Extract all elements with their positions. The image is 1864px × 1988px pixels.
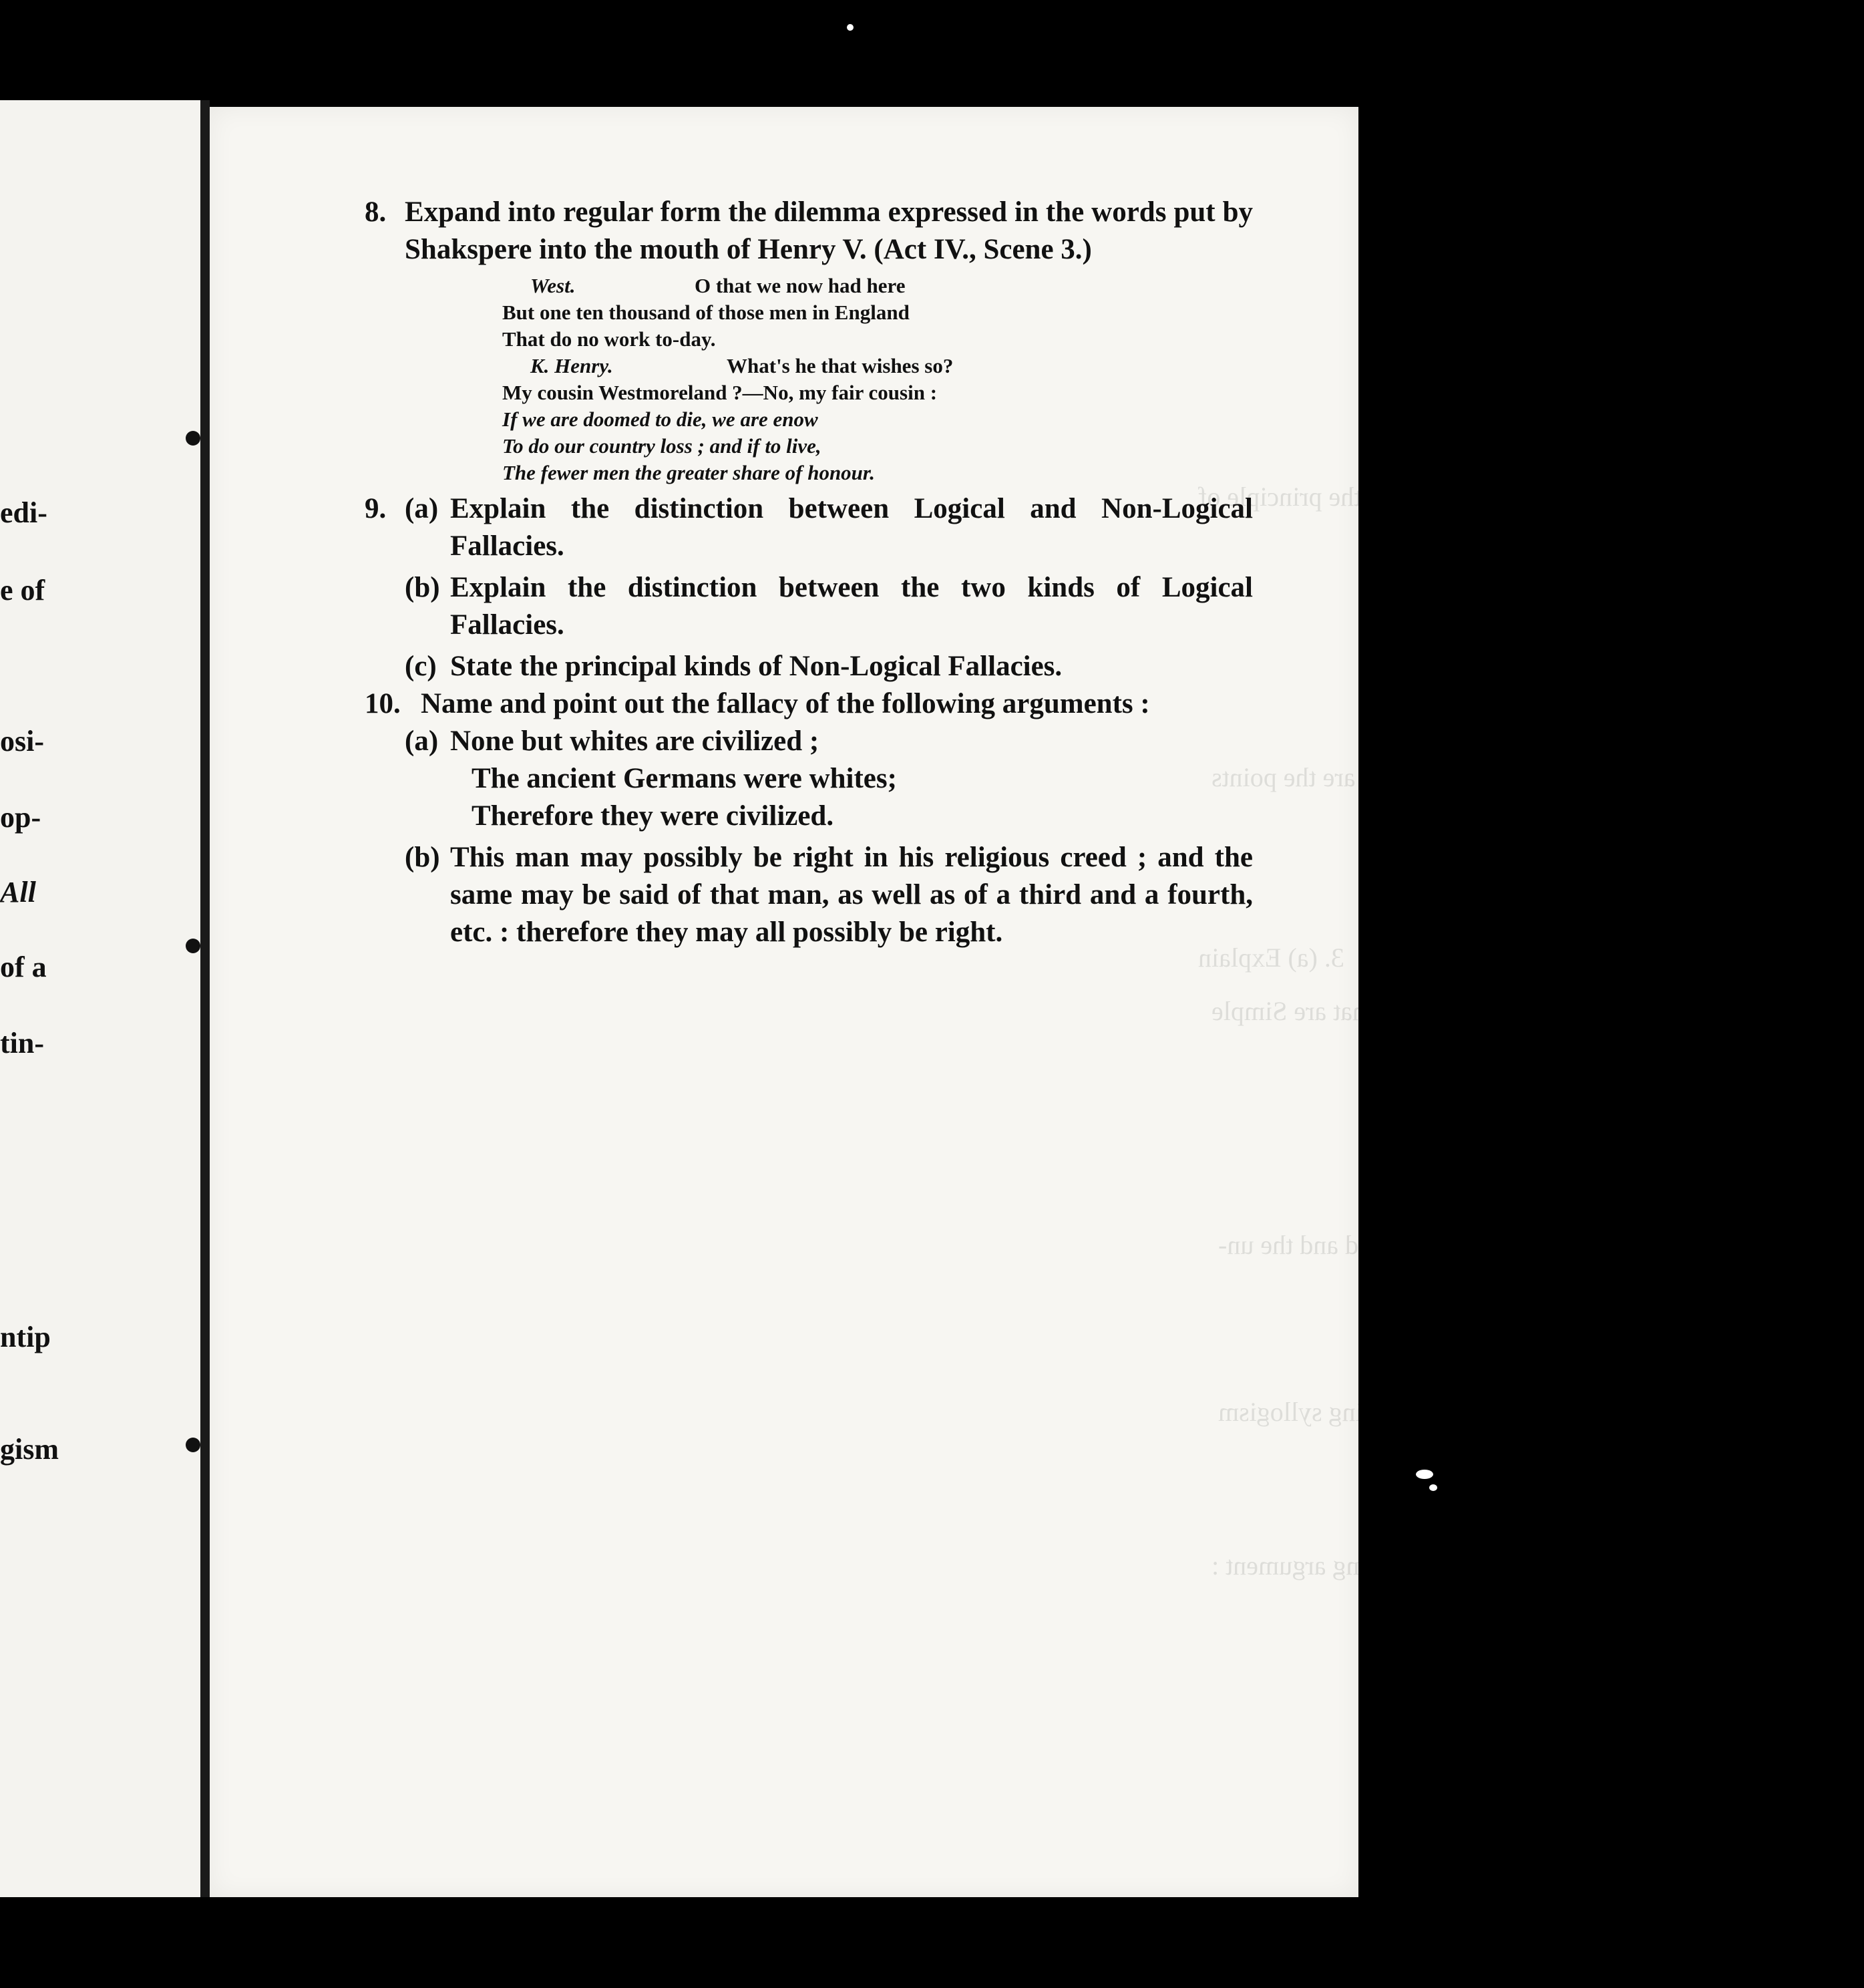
verse-line <box>502 273 1253 299</box>
syllogism-line: The ancient Germans were whites; <box>472 763 897 794</box>
bleed-through-text: 2. What are the points <box>1211 762 1447 792</box>
left-fragment: tin- <box>0 1027 44 1059</box>
verse-text: What's he that wishes so? <box>727 354 954 377</box>
left-fragment: ntip <box>0 1321 51 1353</box>
question-8 <box>365 194 1253 269</box>
left-fragment: All <box>0 876 36 908</box>
question-9b <box>365 569 1253 644</box>
bleed-through-text: 5. In what mood of what figure is the following syllogism <box>1218 1397 1837 1427</box>
part-label: (c) <box>405 651 437 682</box>
verse-text: O that we now had here <box>695 274 906 297</box>
question-text: This man may possibly be right in his religious creed ; and the same may be said of that man, as well as of a third and a fourth, etc. : therefore they may all possibly be right. <box>450 842 1253 948</box>
question-number: 9. <box>365 493 387 524</box>
bleed-through-text: 4. (a) Explain the difference between the figured and the un- <box>1218 1230 1864 1260</box>
question-number: 10. <box>365 688 401 719</box>
bleed-through-text: 6. Throw into Celarent the following argument : <box>1211 1550 1726 1581</box>
verse-line: That do no work to-day. <box>502 327 716 351</box>
exam-questions <box>365 194 1253 951</box>
verse-line: If we are doomed to die, we are enow <box>502 407 818 431</box>
verse-line: The fewer men the greater share of honour. <box>502 461 876 484</box>
part-label: (a) <box>405 725 439 757</box>
syllogism-line: Therefore they were civilized. <box>472 800 834 832</box>
left-page-fragment <box>0 100 200 1897</box>
verse-line: My cousin Westmoreland ?—No, my fair cousin : <box>502 381 938 404</box>
bleed-through-text: 3. (a) Explain <box>1198 943 1344 973</box>
speaker-name: K. Henry. <box>530 354 613 377</box>
left-fragment: osi- <box>0 725 44 758</box>
dust-speck <box>1429 1484 1437 1491</box>
question-9c <box>365 648 1253 685</box>
question-10a <box>365 723 1253 835</box>
bleed-through-text: 7. What are Simple <box>1211 996 1418 1026</box>
question-10b <box>365 839 1253 951</box>
page-gutter <box>200 100 210 1897</box>
binding-mark <box>186 1438 200 1452</box>
question-10 <box>365 685 1253 723</box>
syllogism-line: None but whites are civilized ; <box>450 725 819 757</box>
binding-mark <box>186 939 200 953</box>
left-fragment: op- <box>0 801 41 834</box>
speaker-name: West. <box>530 274 576 297</box>
verse-line: To do our country loss ; and if to live, <box>502 434 821 458</box>
question-number: 8. <box>365 196 387 228</box>
left-fragment: e of <box>0 574 45 607</box>
question-text: State the principal kinds of Non-Logical Fallacies. <box>450 651 1063 682</box>
question-text: Explain the distinction between Logical and Non-Logical Fallacies. <box>450 493 1253 562</box>
quoted-verse <box>502 273 1253 486</box>
binding-mark <box>186 431 200 446</box>
left-fragment: gism <box>0 1433 59 1466</box>
bleed-through-text: 1. (a) State the principle of <box>1198 482 1485 512</box>
main-page <box>210 107 1864 1897</box>
question-text: Expand into regular form the dilemma expressed in the words put by Shakspere into the mouth of Henry V. (Act IV., Scene 3.) <box>405 196 1253 265</box>
part-label: (a) <box>405 493 439 524</box>
dust-speck <box>847 24 854 31</box>
part-label: (b) <box>405 842 440 873</box>
left-fragment: edi- <box>0 496 47 529</box>
verse-line <box>502 353 1253 379</box>
question-text: Name and point out the fallacy of the following arguments : <box>421 688 1150 719</box>
verse-line: But one ten thousand of those men in England <box>502 301 910 324</box>
left-fragment: of a <box>0 951 47 983</box>
part-label: (b) <box>405 572 440 603</box>
question-9a <box>365 490 1253 565</box>
dust-speck <box>1416 1470 1433 1479</box>
question-text: Explain the distinction between the two kinds of Logical Fallacies. <box>450 572 1253 641</box>
